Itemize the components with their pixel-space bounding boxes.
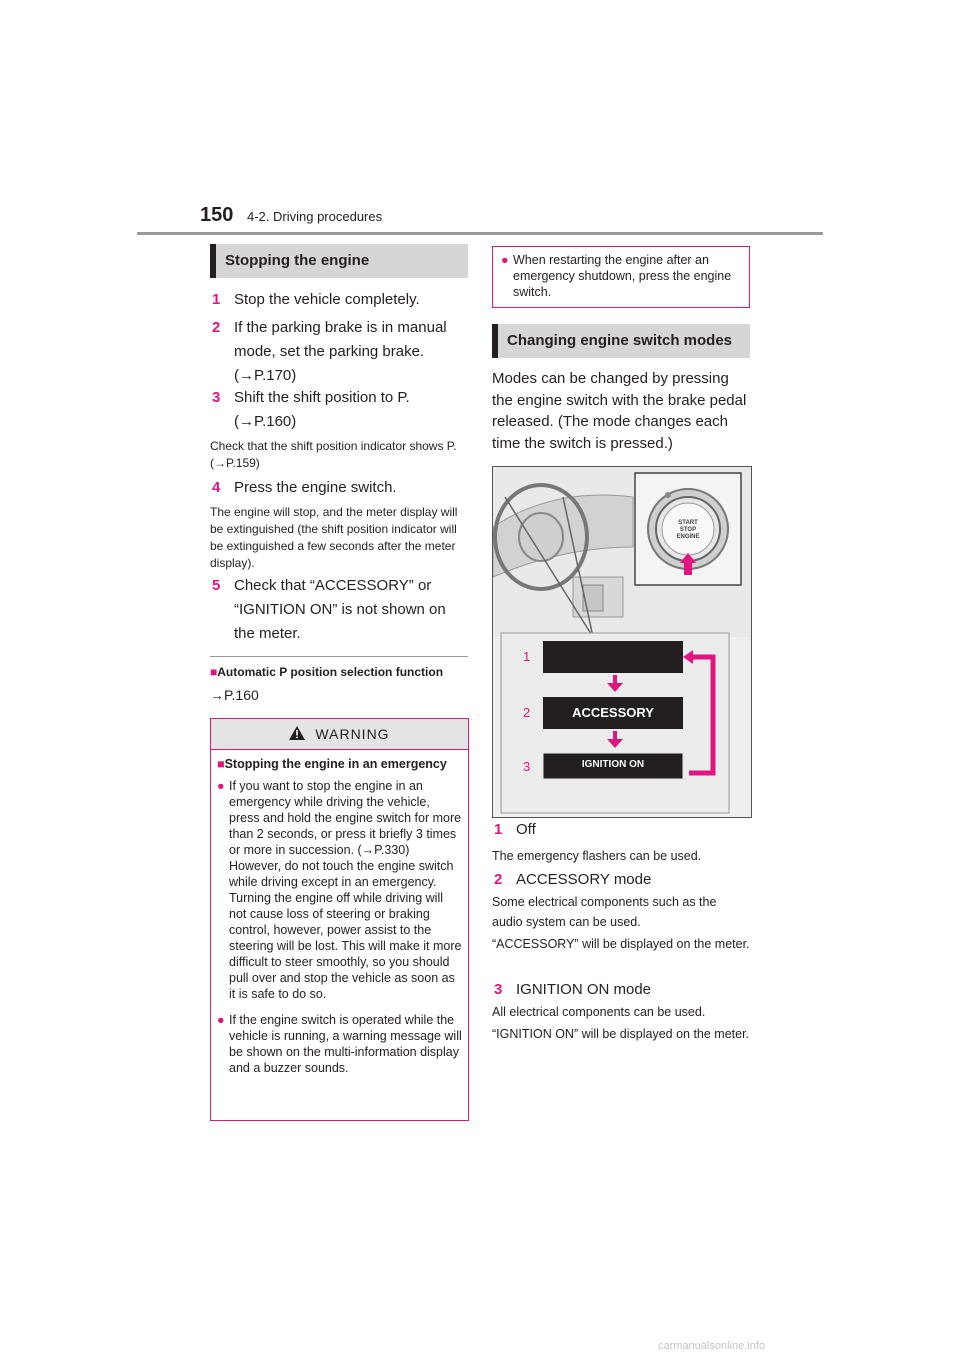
heading-stopping-engine: Stopping the engine [210, 244, 468, 278]
restart-note [501, 252, 741, 300]
step-number: 3 [212, 389, 221, 406]
step-5 [212, 574, 464, 646]
button-label-line: STOP [679, 527, 697, 533]
mode-3-desc-2: “IGNITION ON” will be displayed on the meter. [492, 1027, 750, 1041]
step-2 [212, 316, 464, 388]
mode-title: IGNITION ON mode [516, 981, 652, 998]
mode-title: ACCESSORY mode [516, 871, 652, 888]
square-bullet-icon: ■ [210, 665, 218, 679]
mode-2-desc-1: Some electrical components such as the audio system can be used. [492, 895, 717, 929]
mode-1 [494, 818, 536, 842]
mode-2 [494, 868, 651, 892]
step-3 [212, 386, 464, 434]
section-title: 4-2. Driving procedures [247, 209, 383, 224]
step-1 [212, 288, 464, 312]
figure-label-accessory: ACCESSORY [572, 705, 654, 720]
note-step-3: Check that the shift position indicator shows P. (→P.159) [210, 439, 457, 470]
step-number: 1 [212, 291, 221, 308]
header-rule [137, 232, 823, 235]
mode-number: 3 [494, 981, 503, 998]
step-number: 5 [212, 577, 221, 594]
start-stop-button [671, 520, 705, 541]
warning-bullet-2 [217, 1012, 462, 1076]
mode-2-desc-2: “ACCESSORY” will be displayed on the meter. [492, 937, 750, 951]
mode-title: Off [516, 821, 536, 838]
step-number: 4 [212, 479, 221, 496]
engine-switch-figure [492, 466, 752, 818]
step-4 [212, 476, 464, 500]
mode-3-desc-1: All electrical components can be used. [492, 1005, 706, 1019]
restart-note-text: When restarting the engine after an emergency shutdown, press the engine switch. [513, 253, 732, 299]
warning-triangle-icon [289, 720, 305, 750]
bullet-icon: ● [501, 253, 509, 267]
auto-p-title [210, 664, 443, 681]
mode-number: 2 [494, 871, 503, 888]
step-text: If the parking brake is in manual mode, set the parking brake. (→P.170) [234, 319, 447, 384]
square-bullet-icon: ■ [217, 757, 225, 771]
button-label-line: ENGINE [676, 534, 700, 540]
bullet-icon: ● [217, 1013, 225, 1027]
warning-box [210, 718, 469, 1121]
button-label-line: START [678, 520, 698, 526]
step-text: Shift the shift position to P. (→P.160) [234, 389, 410, 430]
warning-bullet-2-text: If the engine switch is operated while the vehicle is running, a warning message will be shown on the multi-information display and a buzzer sounds. [229, 1013, 462, 1075]
warning-body [211, 750, 468, 1076]
figure-row-number: 1 [523, 649, 531, 664]
footer-watermark: carmanualsonline.info [658, 1340, 766, 1352]
restart-note-box [492, 246, 750, 308]
note-step-4: The engine will stop, and the meter display will be extinguished (the shift position indicator will be extinguished a few seconds after the meter display). [210, 505, 458, 570]
warning-header [211, 719, 468, 750]
mode-3 [494, 978, 651, 1002]
modes-intro: Modes can be changed by pressing the engine switch with the brake pedal released. (The mode changes each time the switch is pressed.) [492, 370, 747, 452]
step-text: Check that “ACCESSORY” or “IGNITION ON” is not shown on the meter. [234, 577, 446, 642]
divider [210, 656, 468, 657]
warning-title: WARNING [315, 726, 390, 742]
mode-number: 1 [494, 821, 503, 838]
step-number: 2 [212, 319, 221, 336]
auto-p-title-text: Automatic P position selection function [217, 665, 444, 679]
step-text: Stop the vehicle completely. [234, 291, 420, 308]
warning-bullet-1 [217, 778, 462, 1002]
heading-changing-modes: Changing engine switch modes [492, 324, 750, 358]
figure-row-number: 2 [523, 705, 531, 720]
warning-subhead [217, 756, 462, 772]
step-text: Press the engine switch. [234, 479, 397, 496]
bullet-icon: ● [217, 779, 225, 793]
warning-bullet-1-text: If you want to stop the engine in an emergency while driving the vehicle, press and hold the engine switch for more than 2 seconds, or press it briefly 3 times or more in succession. (→P.330) However, do not touch the engine switch while driving except in an emergency. Turning the engine off while driving will not cause loss of steering or braking control, however, power assist to the steering will be lost. This will make it more difficult to steer smoothly, so you should pull over and stop the vehicle as soon as it is safe to do so. [229, 779, 462, 1001]
figure-label-ignition-on: IGNITION ON [581, 759, 645, 770]
warning-subhead-text: Stopping the engine in an emergency [224, 757, 447, 771]
page-number: 150 [200, 204, 234, 226]
mode-1-desc: The emergency flashers can be used. [492, 849, 702, 863]
figure-row-number: 3 [523, 759, 531, 774]
auto-p-ref: →P.160 [210, 687, 259, 703]
